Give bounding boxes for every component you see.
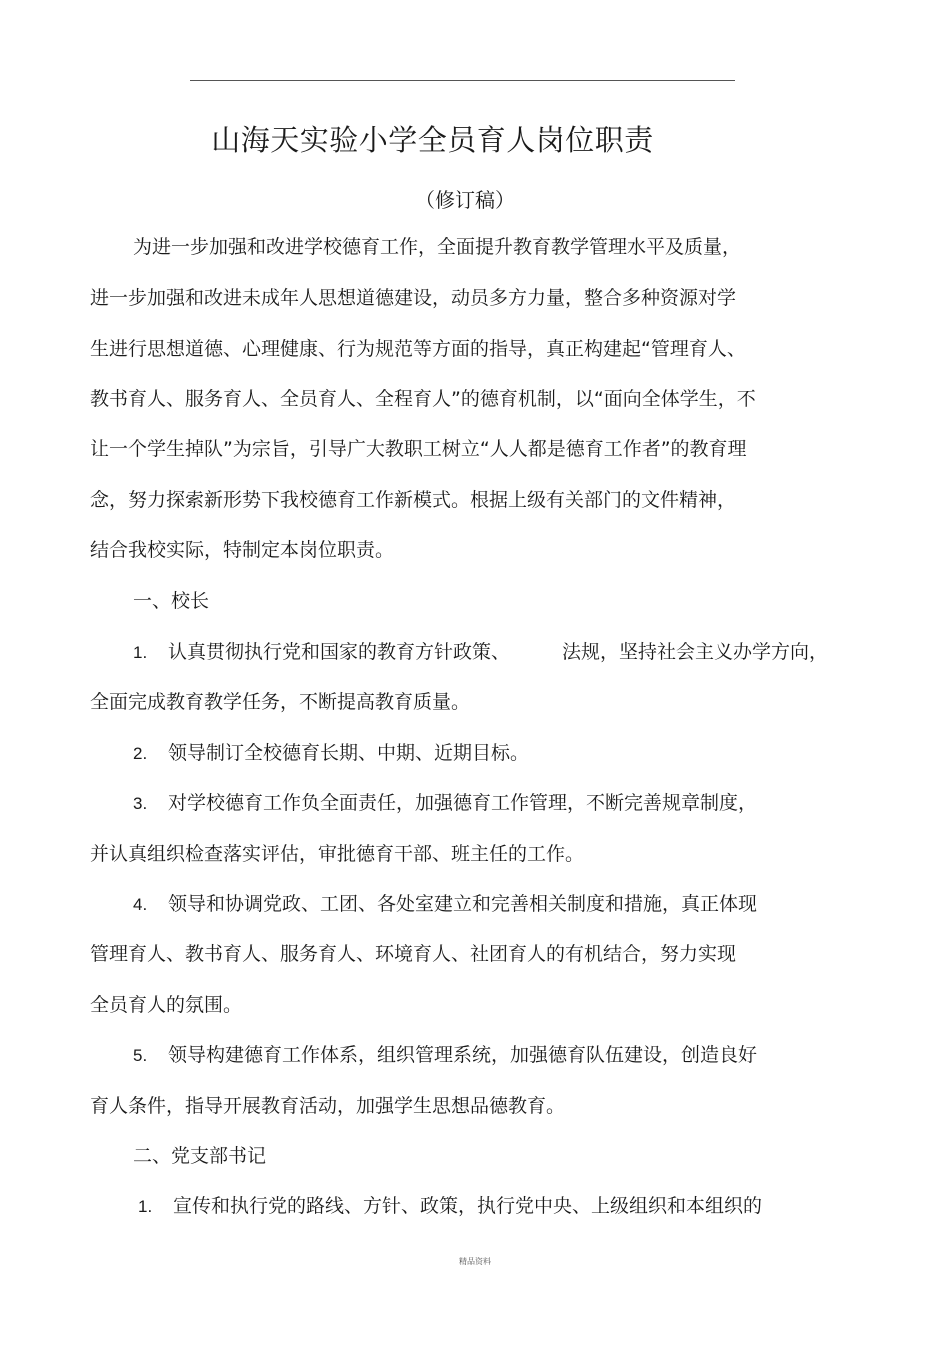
document-subtitle: （修订稿）: [415, 188, 515, 212]
list-item-text: 领导和协调党政、工团、各处室建立和完善相关制度和措施，真正体现: [168, 893, 758, 915]
intro-line: 为进一步加强和改进学校德育工作，全面提升教育教学管理水平及质量，: [133, 236, 742, 258]
intro-line: 结合我校实际，特制定本岗位职责。: [90, 539, 395, 561]
intro-line: 生进行思想道德、心理健康、行为规范等方面的指导，真正构建起“管理育人、: [90, 338, 746, 360]
section-heading: 一、校长: [133, 590, 210, 612]
list-item-text: 全员育人的氛围。: [90, 994, 243, 1016]
list-item-text: 领导构建德育工作体系，组织管理系统，加强德育队伍建设，创造良好: [168, 1044, 758, 1066]
list-item-text: 宣传和执行党的路线、方针、政策，执行党中央、上级组织和本组织的: [173, 1195, 763, 1217]
list-item-text: 全面完成教育教学任务，不断提高教育质量。: [90, 691, 471, 713]
list-item-number: 4.: [133, 895, 148, 914]
list-item-number: 1.: [133, 643, 148, 662]
list-item-text: 管理育人、教书育人、服务育人、环境育人、社团育人的有机结合，努力实现: [90, 943, 737, 965]
intro-line: 进一步加强和改进未成年人思想道德建设，动员多方力量，整合多种资源对学: [90, 287, 737, 309]
header-rule: [190, 80, 735, 81]
list-item-number: 3.: [133, 794, 148, 813]
list-item-number: 2.: [133, 744, 148, 763]
document-title: 山海天实验小学全员育人岗位职责: [211, 123, 654, 157]
list-item-text: 对学校德育工作负全面责任，加强德育工作管理，不断完善规章制度，: [168, 792, 758, 814]
list-item-text: 领导制订全校德育长期、中期、近期目标。: [168, 742, 530, 764]
list-item-text: 认真贯彻执行党和国家的教育方针政策、: [168, 641, 511, 663]
list-item-number: 5.: [133, 1046, 148, 1065]
list-item-text: 育人条件，指导开展教育活动，加强学生思想品德教育。: [90, 1095, 566, 1117]
intro-line: 教书育人、服务育人、全员育人、全程育人”的德育机制，以“面向全体学生，不: [90, 388, 756, 410]
list-item-number: 1.: [138, 1197, 153, 1216]
page-footer: 精品资料: [459, 1257, 491, 1266]
intro-line: 念，努力探索新形势下我校德育工作新模式。根据上级有关部门的文件精神，: [90, 489, 737, 511]
section-heading: 二、党支部书记: [133, 1145, 267, 1167]
intro-line: 让一个学生掉队”为宗旨，引导广大教职工树立“人人都是德育工作者”的教育理: [90, 438, 747, 460]
list-item-text: 法规，坚持社会主义办学方向，: [562, 641, 829, 663]
list-item-text: 并认真组织检查落实评估，审批德育干部、班主任的工作。: [90, 843, 585, 865]
